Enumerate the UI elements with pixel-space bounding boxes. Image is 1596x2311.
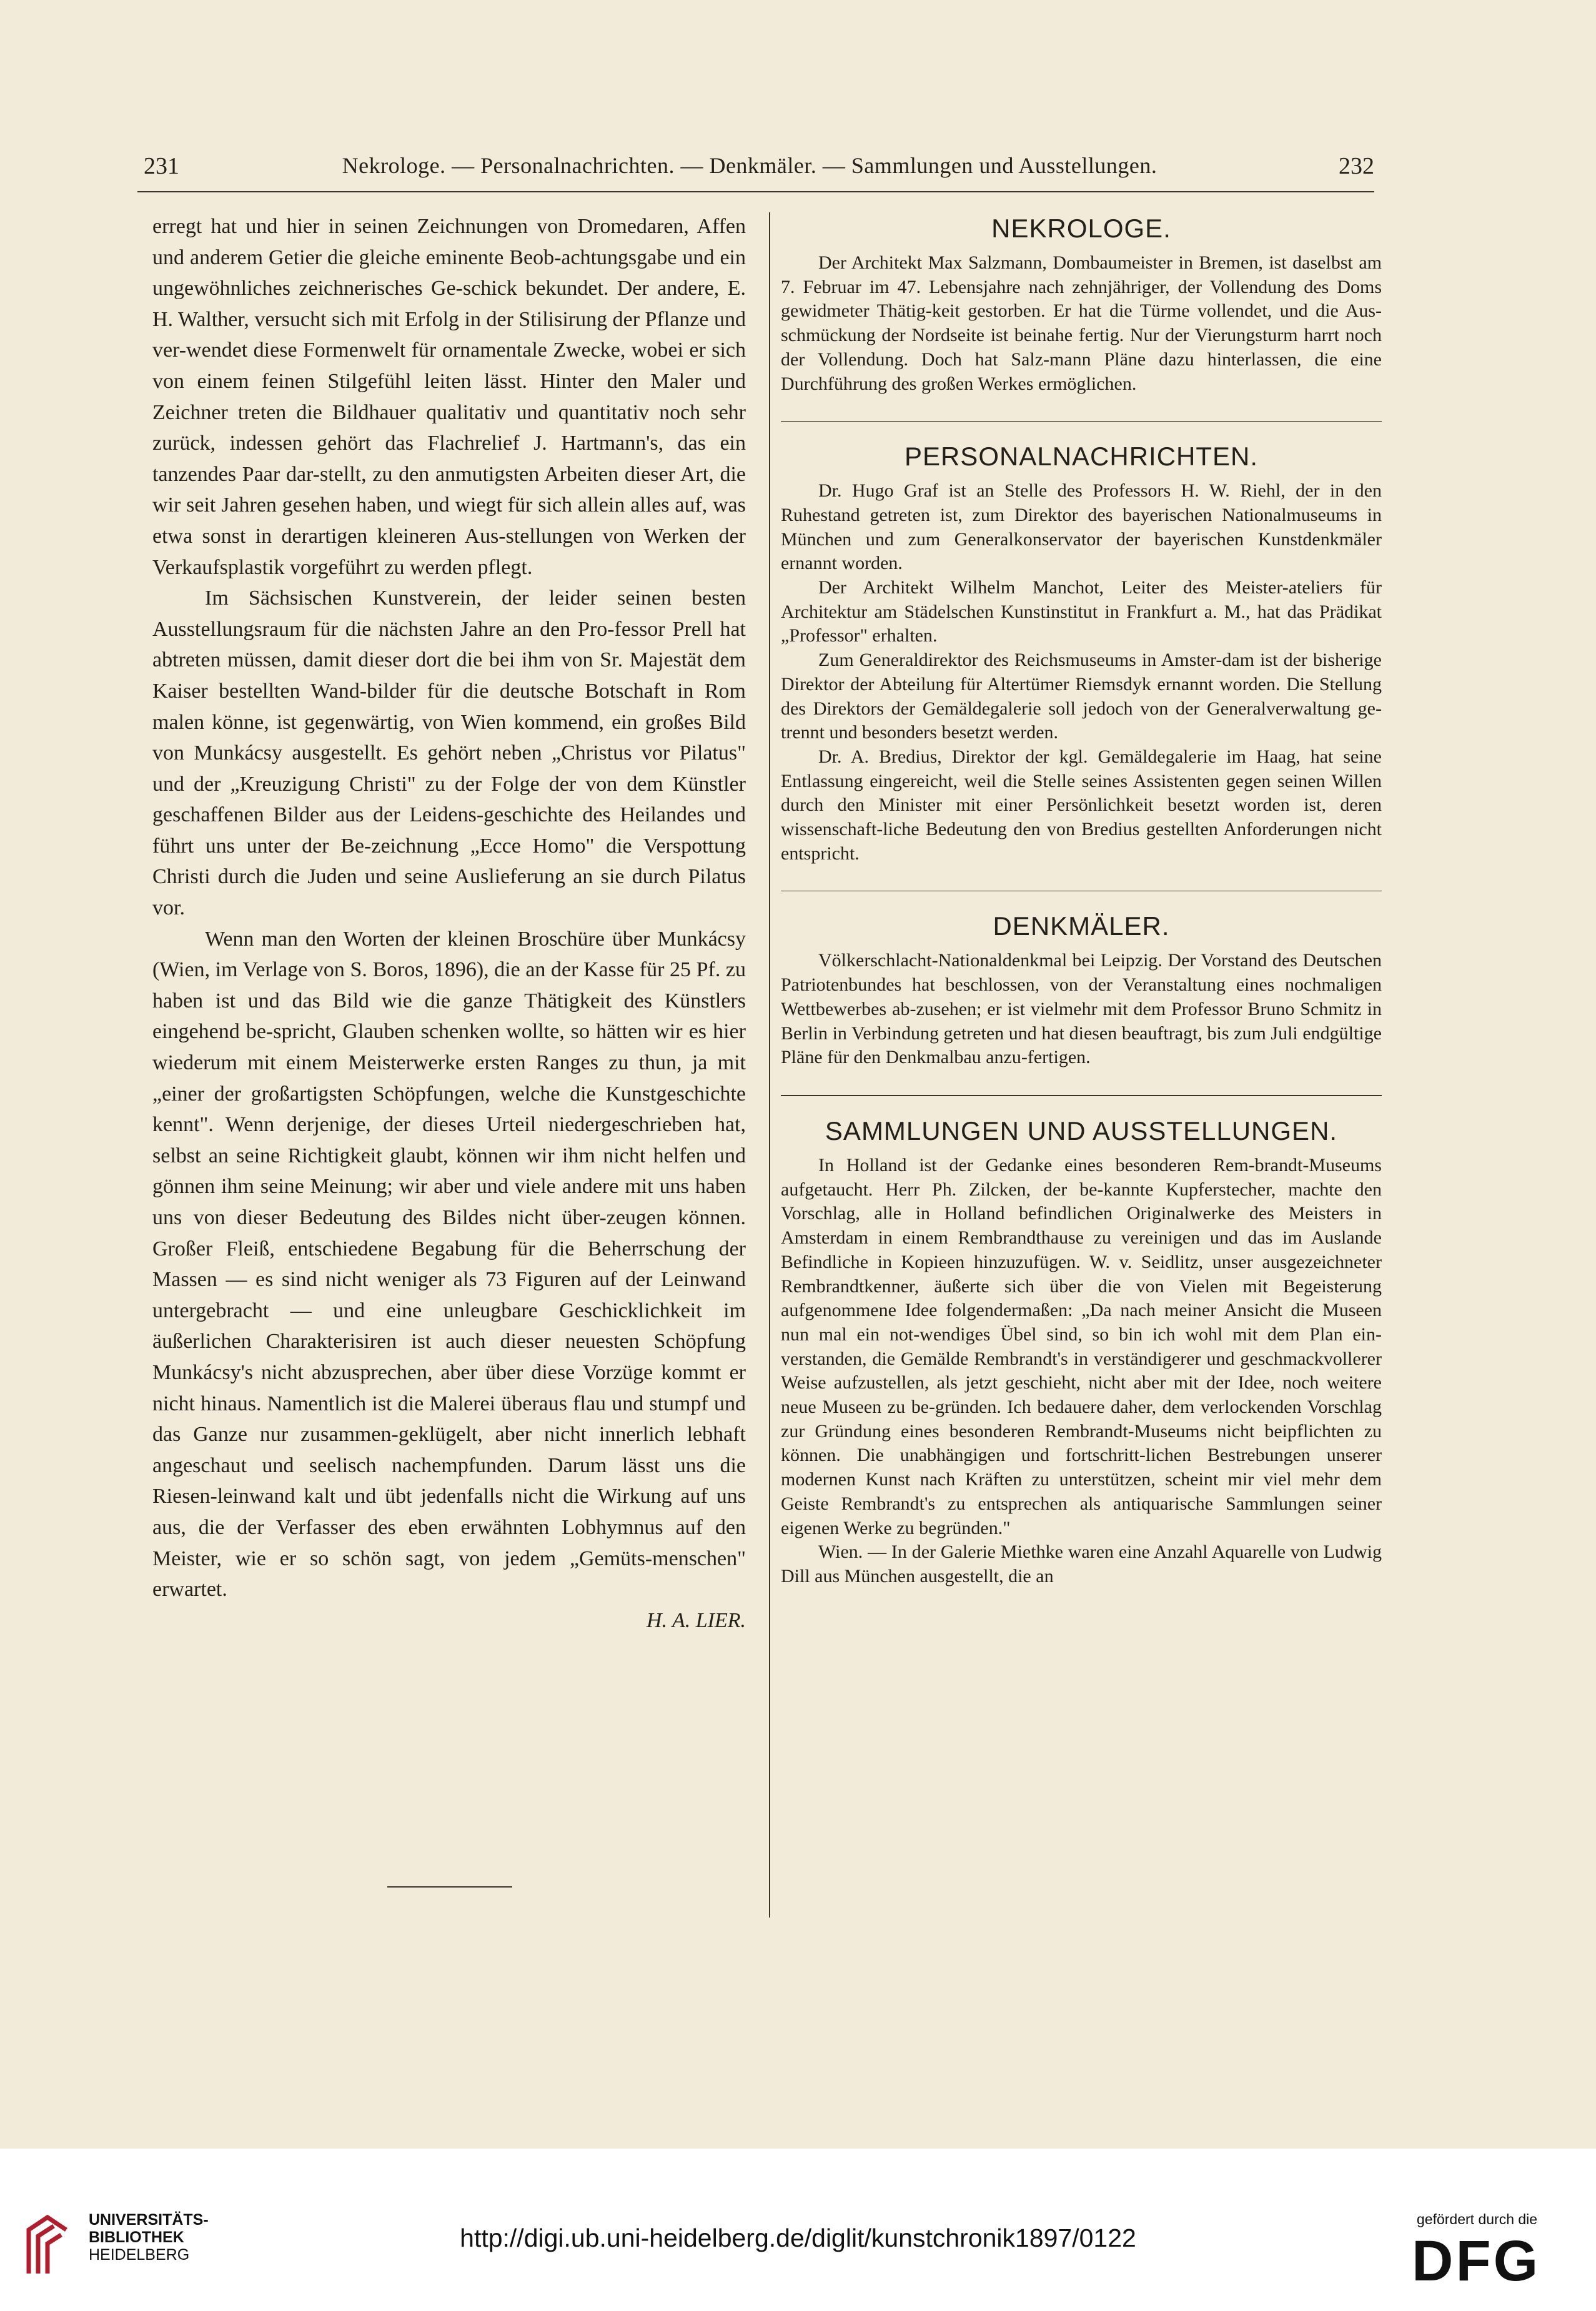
- page-number-left: 231: [144, 153, 179, 179]
- section-heading-denkmaeler: DENKMÄLER.: [993, 911, 1170, 941]
- personal-paragraph-4: Dr. A. Bredius, Direktor der kgl. Gemäldegalerie im Haag, hat seine Entlassung eingereicht, weil die Stelle seines Assistenten gegen seinen Willen durch den Minister mit einer Persönlichkeit besetzt worden ist, deren wissenschaft-liche Bedeutung den von Bredius gestellten Anforderungen nicht entspricht.: [781, 746, 1382, 864]
- running-title: Nekrologe. — Personalnachrichten. — Denkmäler. — Sammlungen und Ausstellungen.: [342, 153, 1157, 178]
- section-heading-nekrologe: NEKROLOGE.: [991, 214, 1171, 243]
- right-column: [781, 211, 1382, 1589]
- left-paragraph-1: erregt hat und hier in seinen Zeichnungen von Dromedaren, Affen und anderem Getier die gleiche eminente Beob-achtungsgabe und ein ungewöhnliches zeichnerisches Ge-schick bekundet. Der andere, E. H. Walther, versucht sich mit Erfolg in der Stilisirung der Pflanze und ver-wendet diese Formenwelt für ornamentale Zwecke, wobei er sich von einem feinen Stilgefühl leiten lässt. Hinter den Maler und Zeichner treten die Bildhauer qualitativ und quantitativ noch sehr zurück, indessen gehört das Flachrelief J. Hartmann's, das ein tanzendes Paar dar-stellt, zu den anmutigsten Arbeiten dieser Art, die wir seit Jahren gesehen haben, und wiegt für sich allein alles auf, was etwa sonst in derartigen kleineren Aus-stellungen von Werken der Verkaufsplastik vorgeführt zu werden pflegt.: [152, 215, 746, 579]
- personal-paragraph-2: Der Architekt Wilhelm Manchot, Leiter des Meister-ateliers für Architektur am Städelschen Kunstinstitut in Frankfurt a. M., hat das Prädikat „Professor" erhalten.: [781, 577, 1382, 646]
- permalink-url[interactable]: http://digi.ub.uni-heidelberg.de/diglit/kunstchronik1897/0122: [460, 2224, 1136, 2252]
- dfg-logo: DFG: [1412, 2229, 1541, 2293]
- personal-paragraph-1: Dr. Hugo Graf ist an Stelle des Professors H. W. Riehl, der in den Ruhestand getreten ist, zum Direktor des bayerischen Nationalmuseums in München und zum Generalkonservator der bayerischen Kunstdenkmäler ernannt worden.: [781, 480, 1382, 574]
- funding-note: gefördert durch die: [1417, 2211, 1538, 2227]
- left-paragraph-3: Wenn man den Worten der kleinen Broschüre über Munkácsy (Wien, im Verlage von S. Boros, 1896), die an der Kasse für 25 Pf. zu haben ist und das Bild wie die ganze Thätigkeit des Künstlers eingehend be-spricht, Glauben schenken wollte, so hätten wir es hier wiederum mit einem Meisterwerke ersten Ranges zu thun, ja mit „einer der großartigsten Schöpfungen, welche die Kunstgeschichte kennt". Wenn derjenige, der dieses Urteil niedergeschrieben hat, selbst an seine Richtigkeit glaubt, können wir ihm nicht helfen und gönnen ihm seine Meinung; wir aber und viele andere mit uns haben uns von dieser Bedeutung des Bildes nicht über-zeugen können. Großer Fleiß, entschiedene Begabung für die Beherrschung der Massen — es sind nicht weniger als 73 Figuren auf der Leinwand untergebracht — und eine unleugbare Geschicklichkeit im äußerlichen Charakterisiren ist auch dieser neuesten Schöpfung Munkácsy's nicht abzusprechen, aber über diese Vorzüge kommt er nicht hinaus. Namentlich ist die Malerei überaus flau und stumpf und das Ganze nur zusammen-geklügelt, aber nicht innerlich lebhaft angeschaut und seelisch nachempfunden. Darum lässt uns die Riesen-leinwand kalt und übt jedenfalls nicht die Wirkung auf uns aus, die der Verfasser des eben erwähnten Lobhymnus auf den Meister, wie er so schön sagt, von jedem „Gemüts-menschen" erwartet.: [152, 927, 746, 1601]
- section-heading-personal: PERSONALNACHRICHTEN.: [904, 442, 1259, 472]
- section-divider: [781, 421, 1382, 422]
- section-divider: [781, 1095, 1382, 1096]
- running-header: [125, 147, 1374, 185]
- library-name: UNIVERSITÄTS- BIBLIOTHEK HEIDELBERG: [89, 2211, 209, 2264]
- end-rule: [387, 1886, 512, 1888]
- header-rule: [137, 191, 1374, 192]
- section-heading-sammlungen: SAMMLUNGEN UND AUSSTELLUNGEN.: [825, 1116, 1338, 1146]
- denkmaeler-text: Völkerschlacht-Nationaldenkmal bei Leipzig. Der Vorstand des Deutschen Patriotenbundes hat beschlossen, von der Veranstaltung eines nochmaligen Wettbewerbes ab-zusehen; er ist vielmehr mit dem Professor Bruno Schmitz in Berlin in Verbindung getreten und hat diesen beauftragt, bis zum Juli endgültige Pläne für den Denkmalbau anzu-fertigen.: [781, 950, 1382, 1068]
- sammlungen-paragraph-2: Wien. — In der Galerie Miethke waren eine Anzahl Aquarelle von Ludwig Dill aus München ausgestellt, die an: [781, 1541, 1382, 1586]
- page-number-right: 232: [1339, 153, 1374, 179]
- university-library-logo-icon: [16, 2211, 79, 2280]
- nekrologe-text: Der Architekt Max Salzmann, Dombaumeister in Bremen, ist daselbst am 7. Februar im 47. Lebensjahre nach zehnjähriger, der Vollendung des Doms gewidmeter Thätig-keit gestorben. Er hat die Türme vollendet, und die Aus-schmückung der Nordseite ist beinahe fertig. Nur der Vierungsturm harrt noch der Vollendung. Doch hat Salz-mann Pläne dazu hinterlassen, die eine Durchführung des großen Werkes ermöglichen.: [781, 252, 1382, 394]
- left-paragraph-2: Im Sächsischen Kunstverein, der leider seinen besten Ausstellungsraum für die nächsten Jahre an den Pro-fessor Prell hat abtreten müssen, damit dieser dort die bei ihm von Sr. Majestät dem Kaiser bestellten Wand-bilder für die deutsche Botschaft in Rom malen könne, ist gegenwärtig, von Wien kommend, ein großes Bild von Munkácsy ausgestellt. Es gehört neben „Christus vor Pilatus" und der „Kreuzigung Christi" zu der Folge der von dem Künstler geschaffenen Bilder aus der Leidens-geschichte des Heilandes und führt uns unter der Be-zeichnung „Ecce Homo" die Verspottung Christi durch die Juden und seine Auslieferung an sie durch Pilatus vor.: [152, 586, 746, 920]
- author-signature: H. A. LIER.: [647, 1608, 746, 1632]
- sammlungen-paragraph-1: In Holland ist der Gedanke eines besonderen Rem-brandt-Museums aufgetaucht. Herr Ph. Zilcken, der be-kannte Kupferstecher, machte den Vorschlag, alle in Holland befindlichen Originalwerke des Meisters in Amsterdam in einem Rembrandthause zu vereinigen und das im Auslande Befindliche in Kopieen hinzuzufügen. W. v. Seidlitz, unser ausgezeichneter Rembrandtkenner, äußerte sich über die von Vielen mit Begeisterung aufgenommene Idee folgendermaßen: „Da nach meiner Ansicht die Museen nun mal ein not-wendiges Übel sind, so bin ich wohl mit dem Plan ein-verstanden, die Gemälde Rembrandt's in verständigerer und geschmackvollerer Weise aufzustellen, als jetzt geschieht, nicht aber mit der Idee, noch weitere neue Museen zu be-gründen. Ich bedauere daher, dem verlockenden Vorschlag zur Gründung eines besonderen Rembrandt-Museums nicht beipflichten zu können. Die unabhängigen und fortschritt-lichen Bestrebungen unserer modernen Kunst nach Kräften zu unterstützen, scheint mir viel mehr dem Geiste Rembrandt's zu entsprechen als antiquarische Sammlungen seiner eigenen Werke zu begründen.": [781, 1154, 1382, 1538]
- personal-paragraph-3: Zum Generaldirektor des Reichsmuseums in Amster-dam ist der bisherige Direktor der Abteilung für Altertümer Riemsdyk ernannt worden. Die Stellung des Direktors der Gemäldegalerie soll jedoch von der Generalverwaltung ge-trennt und besonders besetzt werden.: [781, 650, 1382, 743]
- left-column: [152, 211, 746, 1636]
- column-divider: [769, 212, 770, 1918]
